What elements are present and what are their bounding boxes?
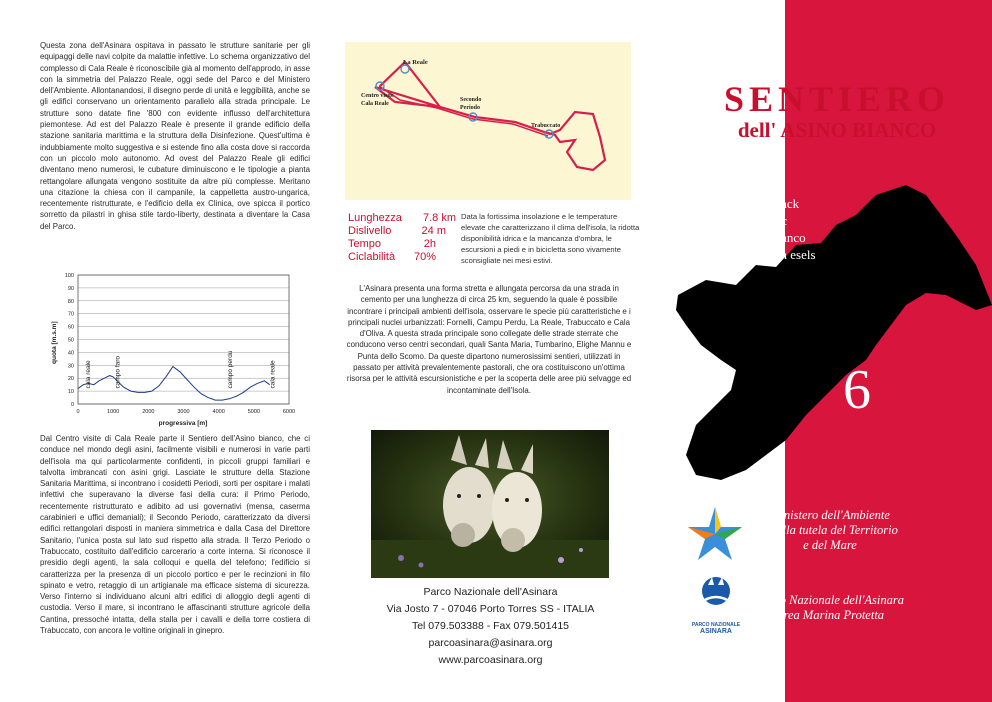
stat-value: 70%: [413, 251, 436, 263]
chart-x-label: progressiva [m]: [158, 420, 208, 427]
chart-grid: [78, 275, 289, 404]
map-label-la-reale: La Reale: [403, 59, 428, 66]
stat-label: Tempo: [348, 238, 382, 250]
stat-row: [348, 212, 456, 225]
donkeys-photo: [371, 430, 609, 578]
chart-x-tick-label: 6000: [282, 409, 296, 415]
stat-row: [348, 238, 456, 251]
map-label-cala-reale-line1: Centro visite: [361, 93, 394, 99]
chart-x-tick-label: 5000: [247, 409, 260, 415]
chart-x-tick-label: 2000: [142, 409, 155, 415]
phone-fax: Tel 079.503388 - Fax 079.501415: [411, 620, 570, 632]
trail-stats: [348, 212, 456, 264]
contact-block: [343, 584, 638, 669]
chart-x-tick-label: 1000: [107, 409, 120, 415]
translation-fr: Sentier de l'âne blanc: [676, 213, 787, 228]
island-description: L'Asinara presenta una forma stretta e allungata percorsa da una strada in cemento per una lunghezza di circa 25 km, seguendo la quale è possibile incontrare i principali ambienti dell'isola, osservare le specie più caratteristiche e i principali nuclei urbanizzati: Fornelli, Campu Perdu, La Reale, Trabuccato e Cala d'Oliva. A questa strada principale sono collegate delle strade sterrate che conducono verso centri secondari, quali Santa Maria, Tumbarino, Elighe Mannu e Punta dello Scomo. Da queste dipartono numerosissimi sentieri, utilizzati in passato per attività prevalentemente pastorali, che ora costituiscono un'ottima risorsa per le attività escursionistiche e per la scoperta delle aree più selvagge ed incontaminate dell'Isola.: [346, 284, 632, 395]
park-name: Parco Nazionale dell'Asinara: [423, 586, 558, 598]
chart-y-tick-label: 30: [67, 363, 74, 370]
chart-y-ticks: [65, 273, 74, 408]
trail-description: Dal Centro visite di Cala Reale parte il Sentiero dell'Asino bianco, che ci conduce nel mondo degli asini, facilmente visibili e numerosi in varie parti dell'isola ma qui particolarmente confidenti, in piccoli gruppi familiari e talvolta imbrancati con asini grigi. Lasciate le strutture della Stazione Sanitaria Marittima, si incontrano i cosidetti Periodi, sorti per ospitare i malati infettivi che superavano la diverse fasi della cura: il Primo Periodo, recentemente ristrutturato e adibito ad usi governativi (mensa, caserma carabinieri e uffici demaniali); il Secondo Periodo, caratterizzato da diversi edifici rettangolari disposti in maniera simmetrica e dalla Casa del Direttore Sanitario, l'unica posta sul lato sud rispetto alla strada. Il Terzo Periodo o Trabuccato, costituito dall'edificio carcerario a corte interna. Si riconosce il presidio degli agenti, la sala colloqui e quella del telefono; l'edificio si caratterizza per la presenza di un piccolo portico e per le recinzioni in filo spinato e vetro, retaggio di un artigianale ma efficace sistema di sicurezza. Verso l'interno si individuano alcuni altri edifici di alloggio degli agenti di custodia. Verso il mare, si incontrano le affascinanti strutture agricole della Cantina, pressoché intatta, della stalla per i cavalli e della torre costiera di Trabuccato, con ancora le voltine originali in ginepro.: [40, 434, 310, 636]
title-asino-bianco: dell' ASINO BIANCO: [737, 118, 937, 142]
stat-row: [348, 225, 456, 238]
park-logo-graphic: [690, 573, 742, 617]
intro-paragraph: Questa zona dell'Asinara ospitava in passato le strutture sanitarie per gli equipaggi delle navi colpite da malattie infettive. Lo schema organizzativo del complesso di Cala Reale è riconoscibile già al momento dell'approdo, in asse con la simmetria del Palazzo Reale, oggi sede del Parco e del Ministero dell'Ambiente. Allontanandosi, il disegno perde di unità e leggibilità, anche se gli edifici conservano un orientamento parallelo alla strada principale. Le strutture sono datate fine '800 con evidente influsso dell'architettura piemontese. Ad est del Palazzo Reale è presente il grande edificio della stazione sanitaria marittima e la struttura della Disinfezione. Quest'ultima è indubbiamente molto suggestiva e si estende fino alla costa dove si raccorda con un piccolo molo autonomo. Ad ovest del Palazzo Reale gli edifici diventano meno numerosi, le cubature diminuiscono e le tipologie a pianta rettangolare allungata vengono sostituite da altre più complesse. Meritano una citazione la chiesa con il campanile, la cappelletta austro-ungarica, recentemente ristrutturate, e l'edificio della ex Clinica, ove spicca il portico sorretto da pilastri in ghisa stile tardo-liberty, destinata a diventare la Casa del Parco.: [40, 41, 310, 231]
stat-value: 2h: [423, 238, 436, 250]
park-authority-name: [740, 593, 920, 623]
chart-y-tick-label: 10: [67, 389, 74, 396]
address: Via Josto 7 - 07046 Porto Torres SS - ITALIA: [386, 603, 595, 615]
chart-annotation: campo perdu: [227, 350, 235, 389]
chart-y-tick-label: 20: [67, 376, 74, 383]
stat-value: 24 m: [421, 225, 446, 237]
chart-annotation: cala reale: [269, 360, 277, 389]
chart-y-tick-label: 90: [67, 285, 74, 292]
elevation-line: [78, 367, 270, 401]
park-logo: [690, 573, 742, 633]
ministry-line: Ministero dell'Ambiente: [770, 508, 890, 522]
map-label-secondo-periodo: [460, 97, 483, 111]
ministry-line: e della tutela del Territorio: [762, 523, 898, 537]
translation-de: Der Weg des weissen esels: [676, 247, 816, 262]
route-line-inner: [379, 86, 548, 136]
website-link[interactable]: www.parcoasinara.org: [438, 654, 543, 666]
trail-number: 6: [843, 359, 871, 421]
map-label-trabuccato: Trabuccato: [531, 123, 561, 129]
chart-y-tick-label: 50: [67, 337, 74, 344]
stat-label: Ciclabilità: [348, 251, 396, 263]
ministry-line: e del Mare: [803, 538, 857, 552]
email-link[interactable]: parcoasinara@asinara.org: [428, 637, 553, 649]
chart-y-label: quota [m.s.m]: [51, 321, 58, 364]
chart-annotations: [85, 350, 277, 388]
map-label-secondo-line1: Secondo: [460, 97, 482, 103]
chart-y-tick-label: 40: [67, 350, 74, 357]
chart-annotation: cala reale: [84, 360, 92, 389]
route-map: [345, 42, 631, 200]
map-label-cala-reale: [361, 93, 395, 107]
stat-label: Lunghezza: [348, 212, 402, 224]
park-line: Parco Nazionale dell'Asinara: [755, 593, 905, 607]
chart-y-tick-label: 60: [67, 324, 74, 331]
map-label-secondo-line2: Periodo: [460, 105, 480, 111]
title-sentiero: SENTIERO: [723, 79, 951, 119]
elevation-profile-chart: [42, 268, 306, 433]
translation-en: The white donkey track: [676, 196, 800, 211]
chart-y-tick-label: 70: [67, 311, 74, 318]
stat-value: 7.8 km: [422, 212, 456, 224]
chart-y-tick-label: 80: [67, 298, 74, 305]
ministry-star-logo: [686, 505, 744, 563]
map-label-cala-reale-line2: Cala Reale: [361, 101, 389, 107]
chart-y-tick-label: 100: [64, 273, 74, 279]
chart-x-tick-label: 0: [76, 409, 80, 415]
park-line: Area Marina Protetta: [775, 608, 885, 622]
stat-row: [348, 251, 456, 264]
chart-y-tick-label: 0: [70, 402, 74, 408]
chart-annotation: campo faro: [114, 355, 122, 389]
route-line: [375, 62, 605, 170]
chart-series: [78, 367, 270, 401]
map-point-la-reale: [401, 65, 409, 73]
ministry-name: [740, 508, 920, 553]
park-logo-caption: ASINARA: [700, 628, 732, 635]
park-logo-caption: PARCO NAZIONALE: [691, 622, 741, 628]
stat-label: Dislivello: [348, 225, 392, 237]
chart-x-ticks: [76, 409, 295, 415]
translation-es: Camino del burro blanco: [676, 230, 806, 245]
summer-warning: Data la fortissima insolazione e le temperature elevate che caratterizzano il clima dell'isola, la ridotta disponibilità idrica e la mancanza d'ombra, le escursioni a piedi e in bicicletta sono vivamente sconsigliate nei mesi estivi.: [461, 212, 640, 265]
chart-x-tick-label: 4000: [212, 409, 225, 415]
chart-x-tick-label: 3000: [177, 409, 190, 415]
title-translations: [676, 195, 876, 263]
